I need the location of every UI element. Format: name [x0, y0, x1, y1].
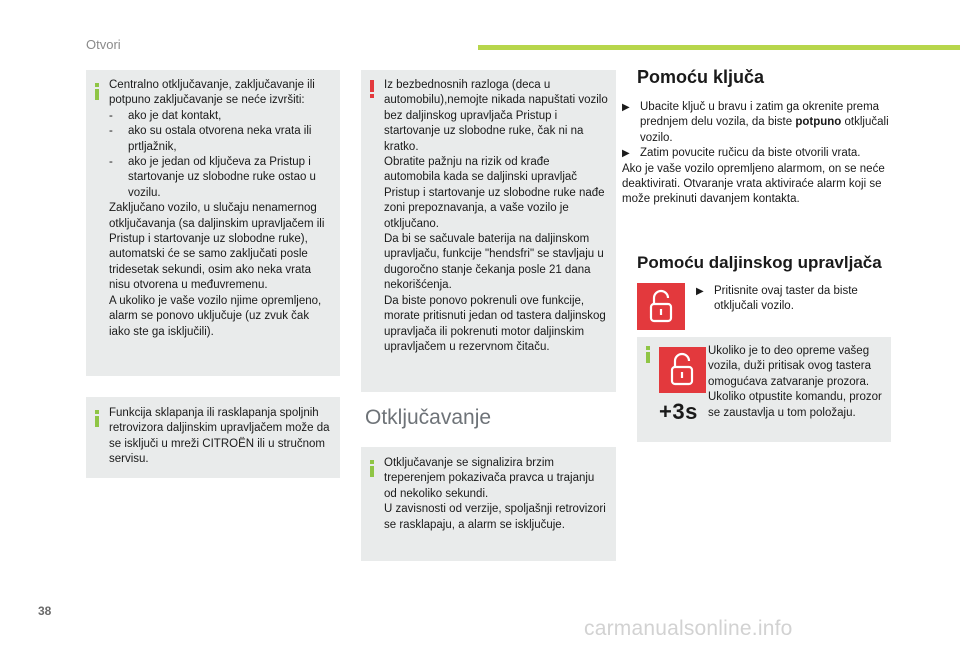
list-item: - ako je dat kontakt, [109, 109, 222, 122]
heading-key: Pomoću ključa [637, 67, 765, 87]
info-box-locking [86, 70, 340, 376]
info-box-unlocking [361, 447, 616, 561]
hold-duration-label: +3s [659, 399, 698, 424]
info-paragraph: U zavisnosti od verzije, spoljašnji retrovizori se rasklapaju, a alarm se isključuje. [384, 503, 606, 531]
section-heading: Otključavanje [365, 406, 492, 429]
list-item: - ako je jedan od ključeva za Pristup i startovanje uz slobodne ruke ostao u vozilu. [109, 156, 316, 199]
info-box-remote [637, 337, 891, 442]
page-number: 38 [38, 604, 52, 618]
info-icon [95, 416, 99, 427]
watermark: carmanualsonline.info [584, 617, 793, 640]
info-box-mirrors [86, 397, 340, 478]
info-icon [370, 466, 374, 477]
info-paragraph: Zaključano vozilo, u slučaju nenamernog otključavanja (sa daljinskim upravljačem ili Pristup i startovanje uz slobodne ruke), automatski će se samo zaključati posle tridesetak sekundi, osim ako neka vrata nisu otvorena u međuvremenu. [109, 202, 325, 292]
info-paragraph: Otključavanje se signalizira brzim treperenjem pokazivača pravca u trajanju od nekoliko sekundi. [384, 457, 595, 500]
info-intro: Centralno otključavanje, zaključavanje ili potpuno zaključavanje se neće izvršiti: [109, 79, 315, 107]
warning-paragraph: Obratite pažnju na rizik od krađe automobila kada se daljinski upravljač Pristup i startovanje uz slobodne ruke nađe zoni prepoznavanja, a vaše vozilo je otključano. [384, 156, 605, 230]
remote-instruction [696, 284, 886, 315]
section-title: Otvori [86, 37, 121, 52]
warning-paragraph: Da bi se sačuvale baterija na daljinskom upravljaču, funkcije "hendsfri" se stavljaju u dugoročno stanje čekanja posle 21 dana nekorišćenja. [384, 233, 604, 292]
warning-box [361, 70, 616, 392]
key-paragraph: Ako je vaše vozilo opremljeno alarmom, on se neće deaktivirati. Otvaranje vrata aktiviraće alarm koji se može prekinuti davanjem kontakta. [622, 162, 885, 206]
section-bar [478, 45, 960, 50]
warning-paragraph: Iz bezbednosnih razloga (deca u automobilu),nemojte nikada napuštati vozilo bez daljinskog upravljača Pristup i startovanje uz slobodne ruke, čak ni na kratko. [384, 79, 608, 153]
warning-paragraph: Da biste ponovo pokrenuli ove funkcije, morate pritisnuti jedan od tastera daljinskog upravljača ili pokrenuti motor daljinskim upravljačem u rezervnom čitaču. [384, 294, 606, 353]
info-icon [646, 352, 650, 363]
info-paragraph: A ukoliko je vaše vozilo njime opremljeno, alarm se ponovo uključuje (uz zvuk čak iako ste ga isključili). [109, 294, 322, 338]
warning-icon [370, 80, 374, 92]
step-item: ▶ Ubacite ključ u bravu i zatim ga okrenite prema prednjem delu vozila, da biste potpuno otključali vozilo. [622, 101, 889, 144]
key-instructions [622, 100, 892, 208]
unlock-button-icon [637, 283, 685, 330]
heading-remote: Pomoću daljinskog upravljača [637, 253, 882, 272]
step-item: ▶ Pritisnite ovaj taster da biste otključali vozilo. [696, 285, 858, 313]
info-icon [95, 89, 99, 100]
info-paragraph: Ukoliko je to deo opreme vašeg vozila, duži pritisak ovog tastera omogućava zatvaranje prozora. Ukoliko otpustite komandu, prozor se zaustavlja u tom položaju. [708, 345, 882, 419]
info-paragraph: Funkcija sklapanja ili rasklapanja spoljnih retrovizora daljinskim upravljačem može da se isključi u mreži CITROËN ili u stručnom servisu. [109, 407, 330, 466]
unlock-button-icon [659, 347, 706, 393]
step-item: ▶ Zatim povucite ručicu da biste otvorili vrata. [622, 147, 861, 160]
list-item: - ako su ostala otvorena neka vrata ili prtljažnik, [109, 125, 312, 153]
